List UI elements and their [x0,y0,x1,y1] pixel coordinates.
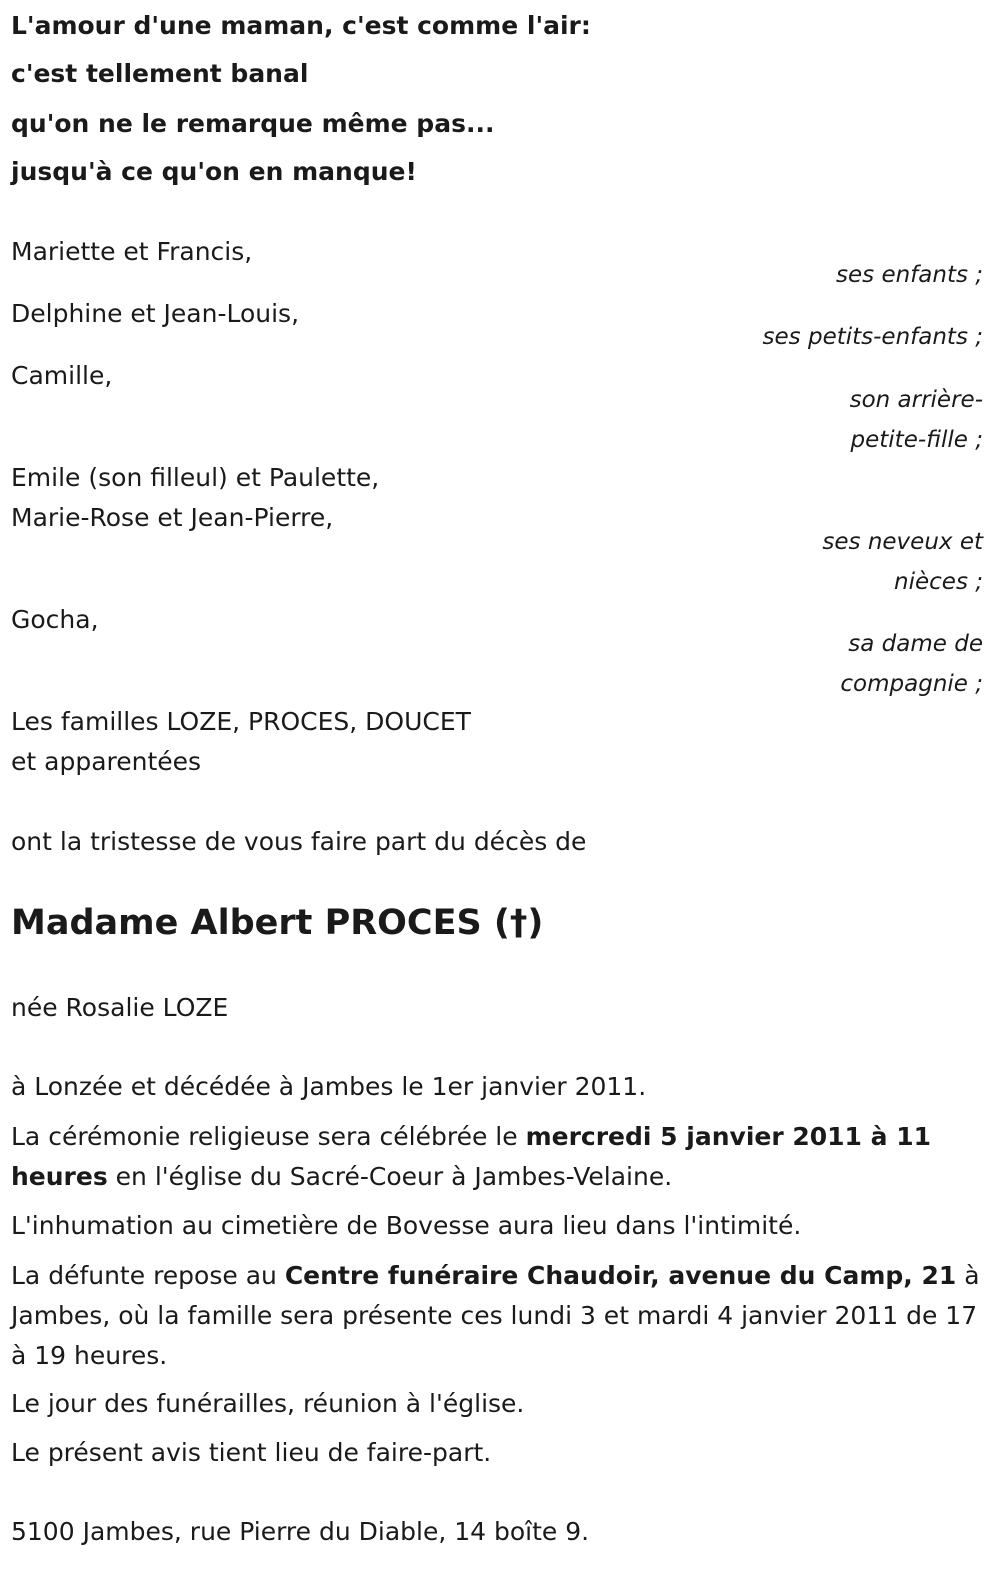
poem-line-4: jusqu'à ce qu'on en manque! [11,157,417,186]
nephews-relation-line-2: nièces ; [894,569,983,595]
nephews-line-2: Marie-Rose et Jean-Pierre, [11,503,334,532]
poem-line-2: c'est tellement banal [11,59,309,88]
family-address: 5100 Jambes, rue Pierre du Diable, 14 boîte 9. [11,1517,590,1546]
families-line-2: et apparentées [11,747,202,776]
birth-death-text: à Lonzée et décédée à Jambes le 1er janvier 2011. [11,1072,647,1101]
children-names: Mariette et Francis, [11,237,253,266]
grandchildren-names: Delphine et Jean-Louis, [11,299,300,328]
children-relation: ses enfants ; [836,262,983,288]
rest-text-pre: La défunte repose au [11,1261,285,1290]
burial-text: L'inhumation au cimetière de Bovesse aura lieu dans l'intimité. [11,1211,802,1240]
greatgrand-relation-line-2: petite-fille ; [850,427,983,453]
announcement-text: ont la tristesse de vous faire part du décès de [11,827,587,856]
nephews-line-1: Emile (son filleul) et Paulette, [11,463,380,492]
greatgrand-relation-line-1: son arrière- [849,387,983,413]
meeting-text: Le jour des funérailles, réunion à l'église. [11,1389,525,1418]
companion-relation-line-1: sa dame de [848,631,983,657]
poem-line-3: qu'on ne le remarque même pas... [11,109,495,138]
ceremony-text-pre: La cérémonie religieuse sera célébrée le [11,1122,526,1151]
companion-relation-line-2: compagnie ; [840,671,983,697]
ceremony-paragraph [11,1117,983,1197]
notice-text: Le présent avis tient lieu de faire-part. [11,1438,492,1467]
poem-line-1: L'amour d'une maman, c'est comme l'air: [11,11,591,40]
grandchildren-relation: ses petits-enfants ; [762,324,983,350]
maiden-name: née Rosalie LOZE [11,993,229,1022]
nephews-relation-line-1: ses neveux et [822,529,983,555]
ceremony-date-time: mercredi 5 janvier 2011 à 11 heures [11,1122,932,1191]
greatgrand-name: Camille, [11,361,113,390]
rest-text-post: à Jambes, où la famille sera présente ces lundi 3 et mardi 4 janvier 2011 de 17 à 19 heures. [11,1261,980,1370]
funeral-home-address: Centre funéraire Chaudoir, avenue du Camp, 21 [284,1261,957,1290]
obituary-notice [11,0,983,1580]
ceremony-text-post: en l'église du Sacré-Coeur à Jambes-Velaine. [107,1162,673,1191]
rest-paragraph [11,1256,983,1376]
companion-name: Gocha, [11,605,99,634]
deceased-name: Madame Albert PROCES (†) [11,903,544,943]
families-line-1: Les familles LOZE, PROCES, DOUCET [11,707,471,736]
